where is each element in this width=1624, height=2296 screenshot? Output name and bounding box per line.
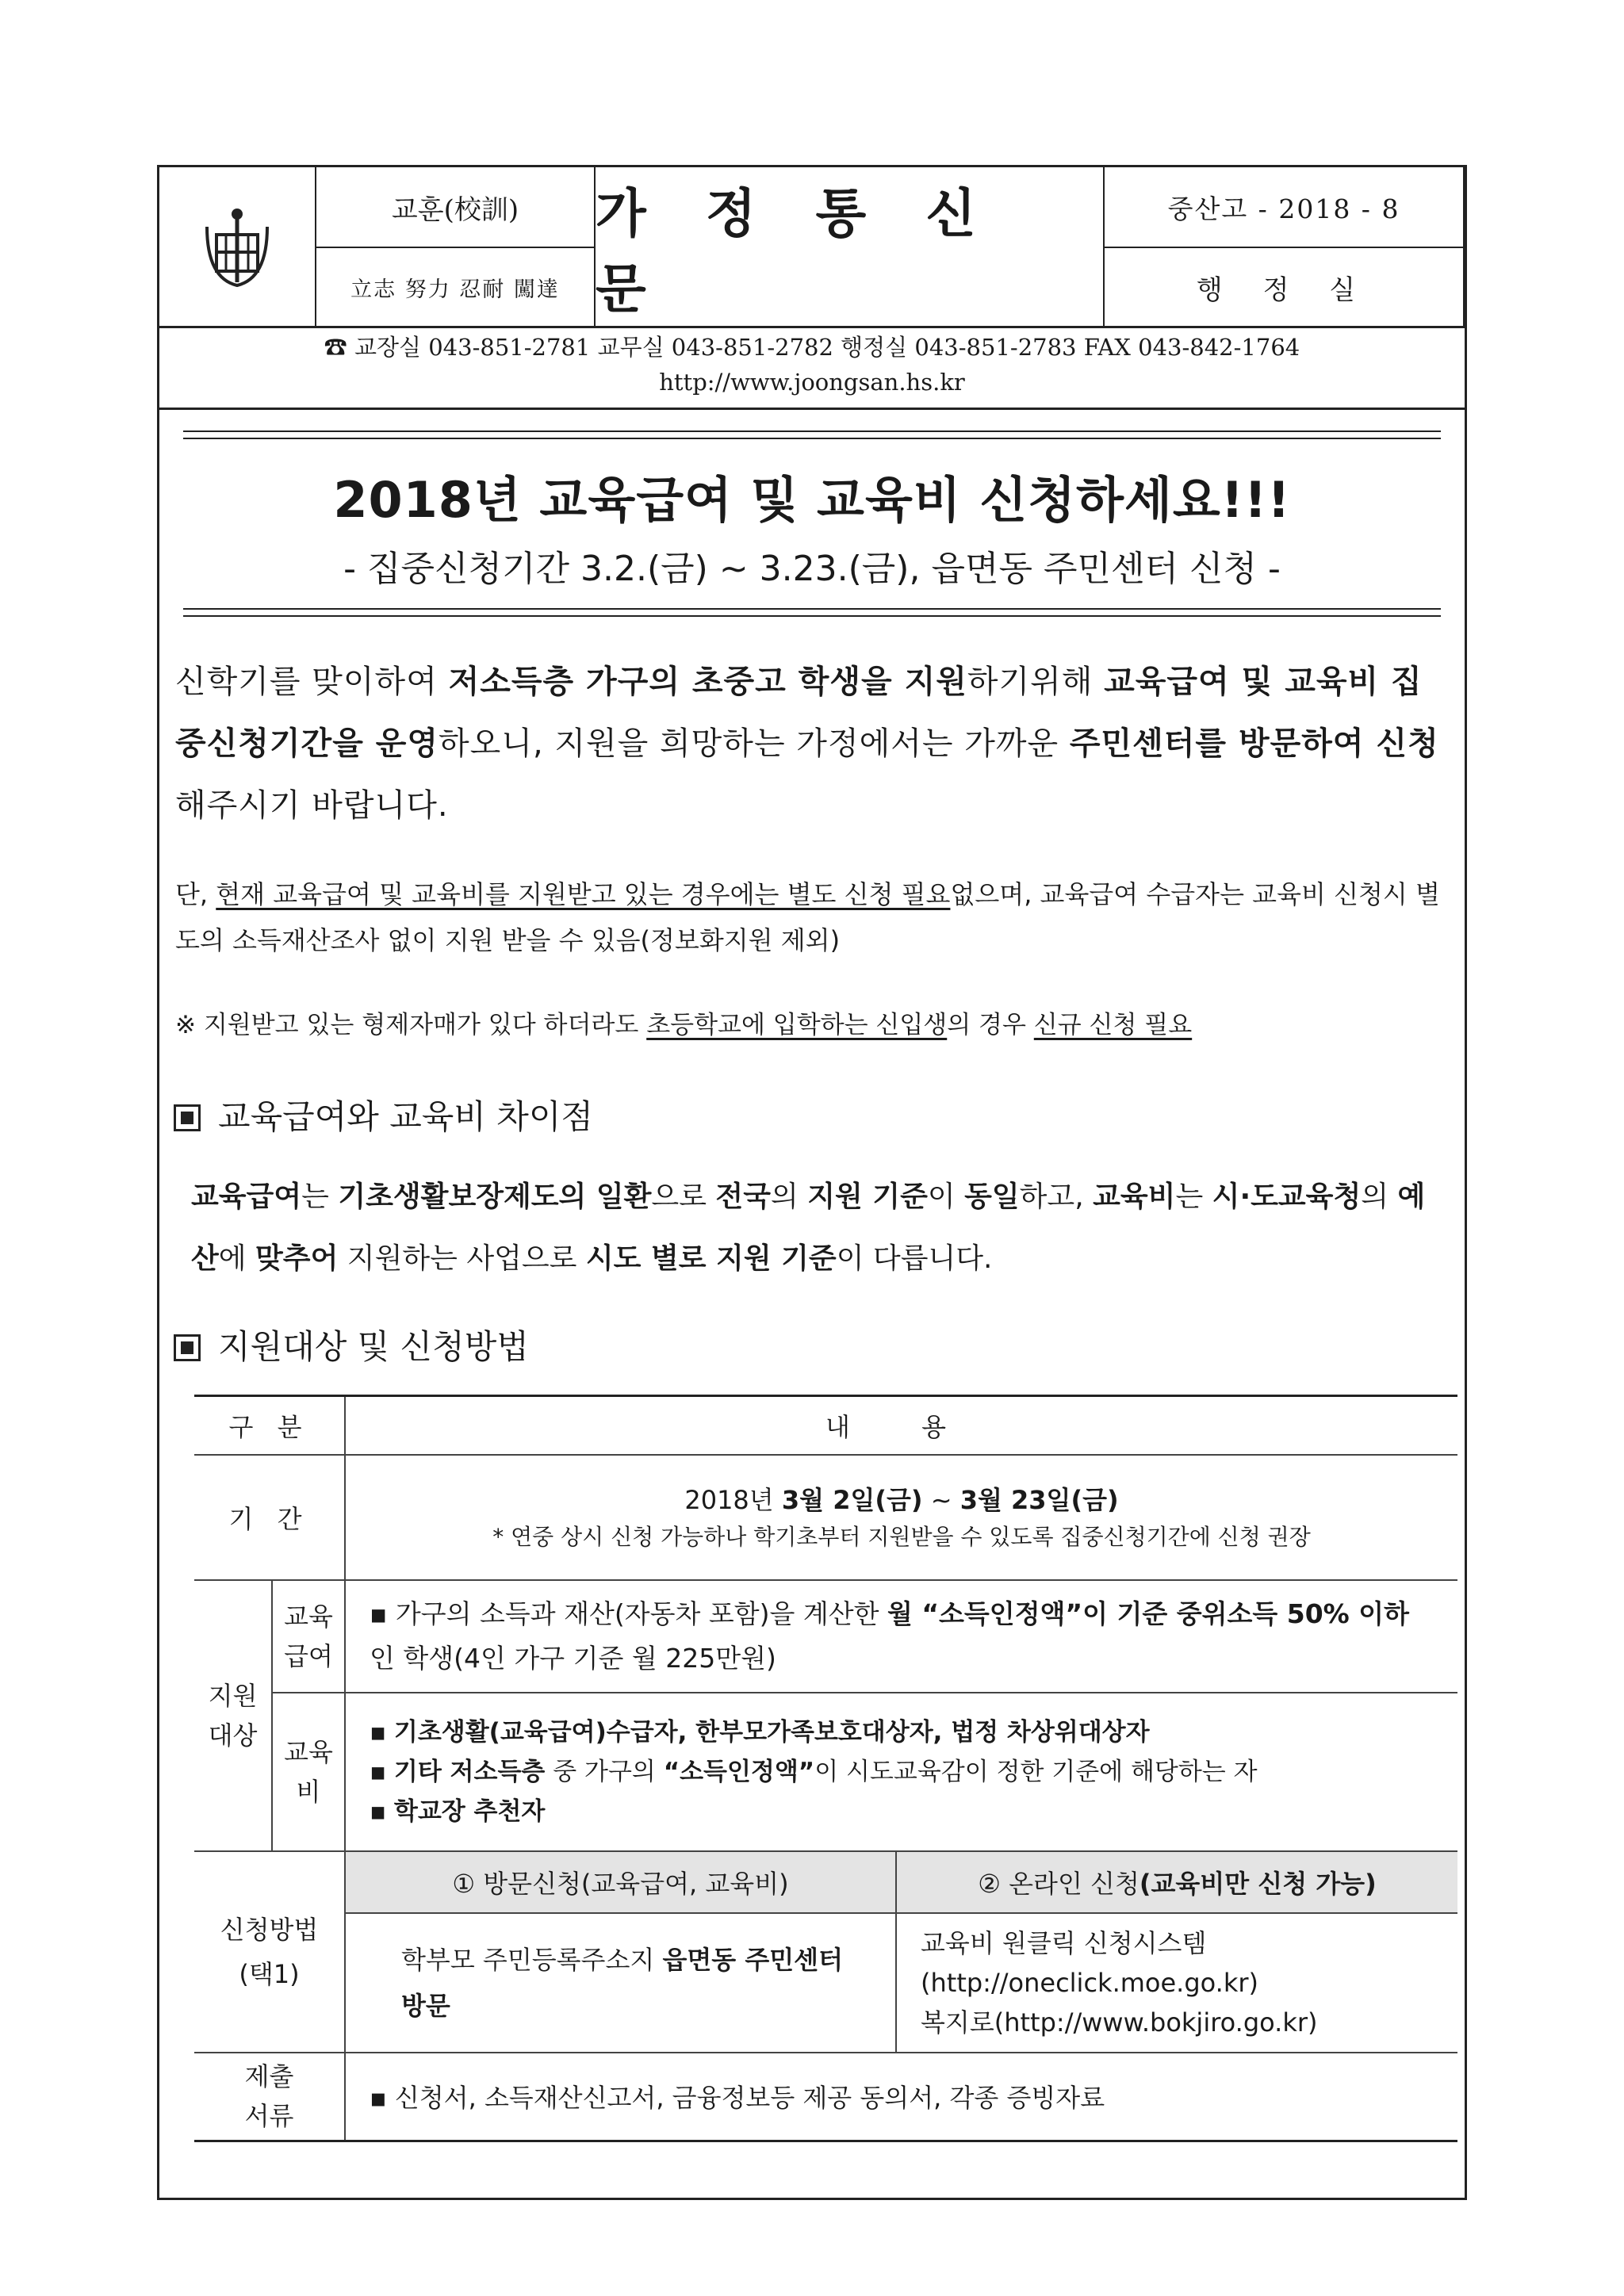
list-item: ▪ 학교장 추천자	[370, 1797, 546, 1826]
online-header: ② 온라인 신청(교육비만 신청 가능)	[896, 1851, 1457, 1913]
document-info	[1105, 167, 1465, 326]
table-row-edu-benefit	[194, 1580, 1457, 1693]
difference-paragraph: 교육급여는 기초생활보장제도의 일환으로 전국의 지원 기준이 동일하고, 교육비는 시·도교육청의 예산에 맞추어 지원하는 사업으로 시도 별로 지원 기준이 다릅니다.	[191, 1181, 1426, 1275]
document-title: 가 정 통 신 문	[596, 167, 1105, 326]
contact-line: ☎ 교장실 043-851-2781 교무실 043-851-2782 행정실 043-851-2783 FAX 043-842-1764	[324, 334, 1300, 361]
notice-paragraph: 단, 현재 교육급여 및 교육비를 지원받고 있는 경우에는 별도 신청 필요없으며, 교육급여 수급자는 교육비 신청시 별도의 소득재산조사 없이 지원 받을 수 있음(정보화지원 제외)	[175, 879, 1440, 955]
period-label: 기 간	[194, 1455, 345, 1580]
school-emblem-icon	[199, 203, 275, 290]
section-eligibility-heading: 지원대상 및 신청방법	[174, 1321, 529, 1368]
header-category: 구 분	[194, 1396, 345, 1455]
intro-paragraph: 신학기를 맞이하여 저소득층 가구의 초중고 학생을 지원하기위해 교육급여 및 교육비 집중신청기간을 운영하오니, 지원을 희망하는 가정에서는 가까운 주민센터를 방문하여 신청해주시기 바랍니다.	[175, 664, 1439, 824]
table-row-method-body	[194, 1913, 1457, 2053]
period-note: * 연중 상시 신청 가능하나 학기초부터 지원받을 수 있도록 집중신청기간에 신청 권장	[492, 1523, 1311, 1550]
table-row-documents	[194, 2053, 1457, 2141]
period-content: 2018년 3월 2일(금) ~ 3월 23일(금) * 연중 상시 신청 가능하나 학기초부터 지원받을 수 있도록 집중신청기간에 신청 권장	[345, 1455, 1457, 1580]
table-row-edu-cost	[194, 1693, 1457, 1851]
edu-cost-label: 교육 비	[272, 1693, 345, 1851]
oneclick-system: 교육비 원클릭 신청시스템	[921, 1927, 1207, 1958]
headline: 2018년 교육급여 및 교육비 신청하세요!!!	[333, 471, 1291, 529]
headline-top-rule	[183, 430, 1441, 439]
filled-square-icon	[174, 1334, 201, 1361]
list-item: ▪ 기초생활(교육급여)수급자, 한부모가족보호대상자, 법정 차상위대상자	[370, 1717, 1150, 1747]
motto-label: 교훈(校訓)	[316, 167, 594, 248]
edu-cost-content	[345, 1693, 1457, 1851]
table-row-period	[194, 1455, 1457, 1580]
edu-benefit-label: 교육 급여	[272, 1580, 345, 1693]
headline-bottom-rule	[183, 608, 1441, 617]
eligibility-table	[194, 1395, 1457, 2142]
documents-content: ▪ 신청서, 소득재산신고서, 금융정보등 제공 동의서, 각종 증빙자료	[345, 2053, 1457, 2141]
sibling-note: ※ 지원받고 있는 형제자매가 있다 하더라도 초등학교에 입학하는 신입생의 경우 신규 신청 필요	[175, 1011, 1193, 1039]
newsletter-page	[157, 165, 1467, 2200]
target-label: 지원 대상	[194, 1580, 272, 1851]
edu-benefit-content: ▪ 가구의 소득과 재산(자동차 포함)을 계산한 월 “소득인정액”이 기준 중위소득 50% 이하인 학생(4인 가구 기준 월 225만원)	[345, 1580, 1457, 1693]
subheadline: - 집중신청기간 3.2.(금) ~ 3.23.(금), 읍면동 주민센터 신청 -	[343, 549, 1281, 589]
bokjiro-link[interactable]: 복지로(http://www.bokjiro.go.kr)	[921, 2007, 1318, 2038]
visit-body: 학부모 주민등록주소지 읍면동 주민센터 방문	[345, 1913, 896, 2053]
oneclick-url[interactable]: (http://oneclick.moe.go.kr)	[921, 1967, 1259, 1998]
documents-label: 제출 서류	[194, 2053, 345, 2141]
method-label: 신청방법 (택1)	[194, 1851, 345, 2053]
school-motto	[316, 167, 596, 326]
online-body	[896, 1913, 1457, 2053]
contact-block	[159, 330, 1465, 400]
filled-square-icon	[174, 1104, 201, 1131]
contact-divider	[159, 408, 1465, 410]
visit-header: ① 방문신청(교육급여, 교육비)	[345, 1851, 896, 1913]
issuing-department: 행 정 실	[1196, 274, 1372, 306]
motto-text: 立志 努力 忍耐 闖達	[350, 277, 560, 302]
list-item: ▪ 기타 저소득층 중 가구의 “소득인정액”이 시도교육감이 정한 기준에 해당하는 자	[370, 1757, 1258, 1786]
document-number: 중산고 - 2018 - 8	[1105, 167, 1463, 248]
school-logo	[159, 167, 316, 326]
header-content: 내 용	[345, 1396, 1457, 1455]
table-header-row	[194, 1396, 1457, 1455]
section-difference-heading: 교육급여와 교육비 차이점	[174, 1091, 593, 1138]
table-row-method-header	[194, 1851, 1457, 1913]
school-url[interactable]: http://www.joongsan.hs.kr	[659, 369, 965, 396]
letterhead	[159, 167, 1465, 328]
